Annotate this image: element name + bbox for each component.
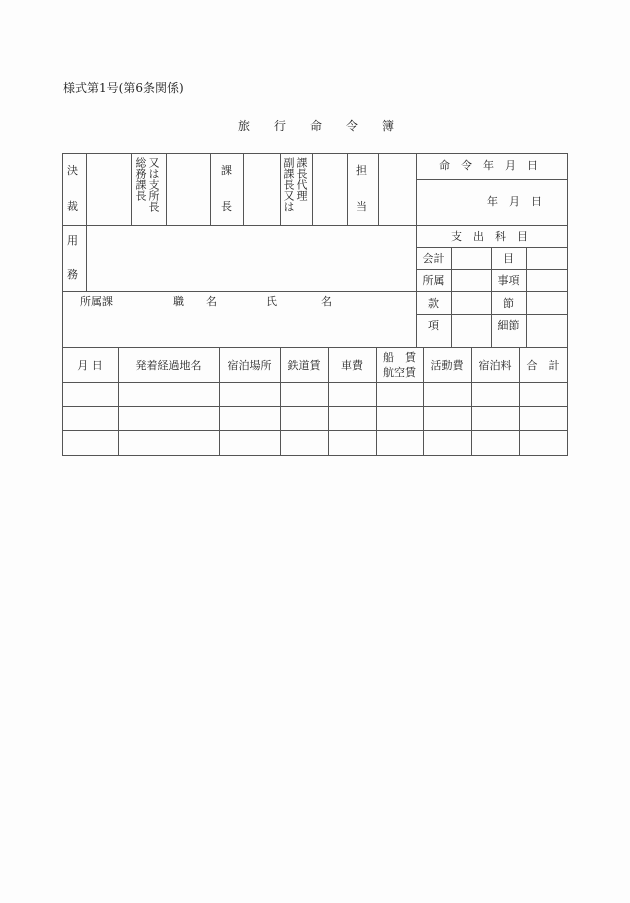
header-activity-fee: 活動費	[430, 358, 464, 372]
jiko-input[interactable]	[527, 270, 567, 291]
somu-label-col1: 総務課長	[134, 157, 147, 201]
row3-total-input[interactable]	[520, 431, 567, 455]
saisetsu-label: 細節	[497, 319, 520, 332]
kessai-label-bottom: 裁	[67, 200, 78, 213]
header-route: 発着経過地名	[135, 358, 202, 372]
kessai-stamp-cell[interactable]	[87, 154, 131, 225]
divider	[416, 179, 567, 180]
header-car-fare: 車費	[341, 358, 363, 372]
row1-activity-fee-input[interactable]	[424, 383, 471, 406]
kacho-label-top: 課	[221, 164, 232, 177]
fuku-label-col1: 副課長又は	[282, 157, 295, 212]
youmu-label-bottom: 務	[67, 268, 78, 281]
moku-input[interactable]	[527, 248, 567, 269]
border-bottom	[62, 455, 568, 456]
shozoku-label: 所属	[422, 274, 445, 287]
form-number: 様式第1号(第6条関係)	[63, 81, 184, 95]
tanto-label-top: 担	[356, 164, 367, 177]
person-input-area[interactable]	[63, 310, 416, 347]
row3-lodging-fee-input[interactable]	[472, 431, 519, 455]
header-date: 月 日	[77, 358, 103, 372]
row1-lodging-place-input[interactable]	[220, 383, 280, 406]
header-ship-fare: 船 賃	[383, 350, 416, 364]
header-lodging-fee: 宿泊料	[478, 358, 512, 372]
header-air-fare: 航空賃	[383, 365, 416, 379]
kessai-label-top: 決	[67, 164, 78, 177]
row1-date-input[interactable]	[63, 383, 118, 406]
header-rail-fare: 鉄道賃	[287, 358, 321, 372]
fuku-label-col2: 課長代理	[295, 157, 308, 201]
divider	[280, 153, 281, 225]
somu-stamp-cell[interactable]	[167, 154, 210, 225]
row3-ship-air-fare-input[interactable]	[377, 431, 423, 455]
divider	[131, 153, 132, 225]
divider	[210, 153, 211, 225]
row2-activity-fee-input[interactable]	[424, 407, 471, 430]
row2-lodging-fee-input[interactable]	[472, 407, 519, 430]
kacho-label-bottom: 長	[221, 200, 232, 213]
row1-car-fare-input[interactable]	[329, 383, 376, 406]
row3-car-fare-input[interactable]	[329, 431, 376, 455]
header-lodging-place: 宿泊場所	[227, 358, 272, 372]
jiko-label: 事項	[497, 274, 520, 287]
kan-input[interactable]	[452, 292, 491, 314]
moku-label: 目	[503, 252, 514, 265]
divider	[416, 225, 567, 226]
tanto-label-bottom: 当	[356, 200, 367, 213]
kan-label: 款	[428, 296, 439, 310]
row2-total-input[interactable]	[520, 407, 567, 430]
setsu-label: 節	[503, 296, 514, 310]
page-title: 旅 行 命 令 簿	[238, 119, 395, 133]
row2-route-input[interactable]	[119, 407, 219, 430]
shishutsu-title: 支 出 科 目	[451, 230, 528, 243]
fuku-stamp-cell[interactable]	[313, 154, 347, 225]
row1-ship-air-fare-input[interactable]	[377, 383, 423, 406]
row3-date-input[interactable]	[63, 431, 118, 455]
row1-lodging-fee-input[interactable]	[472, 383, 519, 406]
header-total: 合 計	[526, 358, 560, 372]
kou-label: 項	[428, 319, 439, 332]
shozoku-input[interactable]	[452, 270, 491, 291]
row2-rail-fare-input[interactable]	[281, 407, 328, 430]
tanto-stamp-cell[interactable]	[379, 154, 416, 225]
kou-input[interactable]	[452, 315, 491, 347]
divider	[62, 291, 416, 292]
row2-lodging-place-input[interactable]	[220, 407, 280, 430]
header-ship-air-fare	[376, 347, 423, 382]
kacho-stamp-cell[interactable]	[244, 154, 280, 225]
row3-lodging-place-input[interactable]	[220, 431, 280, 455]
somu-label-col2: 又は支所長	[147, 157, 160, 212]
shokumei-label: 職 名	[173, 295, 217, 308]
youmu-input[interactable]	[87, 226, 416, 291]
order-date-field[interactable]: 年 月 日	[487, 195, 542, 208]
border-right	[567, 153, 568, 455]
shimei-label: 氏 名	[266, 295, 332, 308]
row1-rail-fare-input[interactable]	[281, 383, 328, 406]
kaikei-input[interactable]	[452, 248, 491, 269]
row2-date-input[interactable]	[63, 407, 118, 430]
divider	[347, 153, 348, 225]
kaikei-label: 会計	[422, 252, 445, 265]
setsu-input[interactable]	[527, 292, 567, 314]
saisetsu-input[interactable]	[527, 315, 567, 347]
row3-activity-fee-input[interactable]	[424, 431, 471, 455]
row1-route-input[interactable]	[119, 383, 219, 406]
row3-route-input[interactable]	[119, 431, 219, 455]
row2-ship-air-fare-input[interactable]	[377, 407, 423, 430]
order-date-label: 命 令 年 月 日	[439, 159, 538, 172]
row3-rail-fare-input[interactable]	[281, 431, 328, 455]
row2-car-fare-input[interactable]	[329, 407, 376, 430]
youmu-label-top: 用	[67, 234, 78, 247]
row1-total-input[interactable]	[520, 383, 567, 406]
shozokuka-label: 所属課	[80, 295, 113, 308]
